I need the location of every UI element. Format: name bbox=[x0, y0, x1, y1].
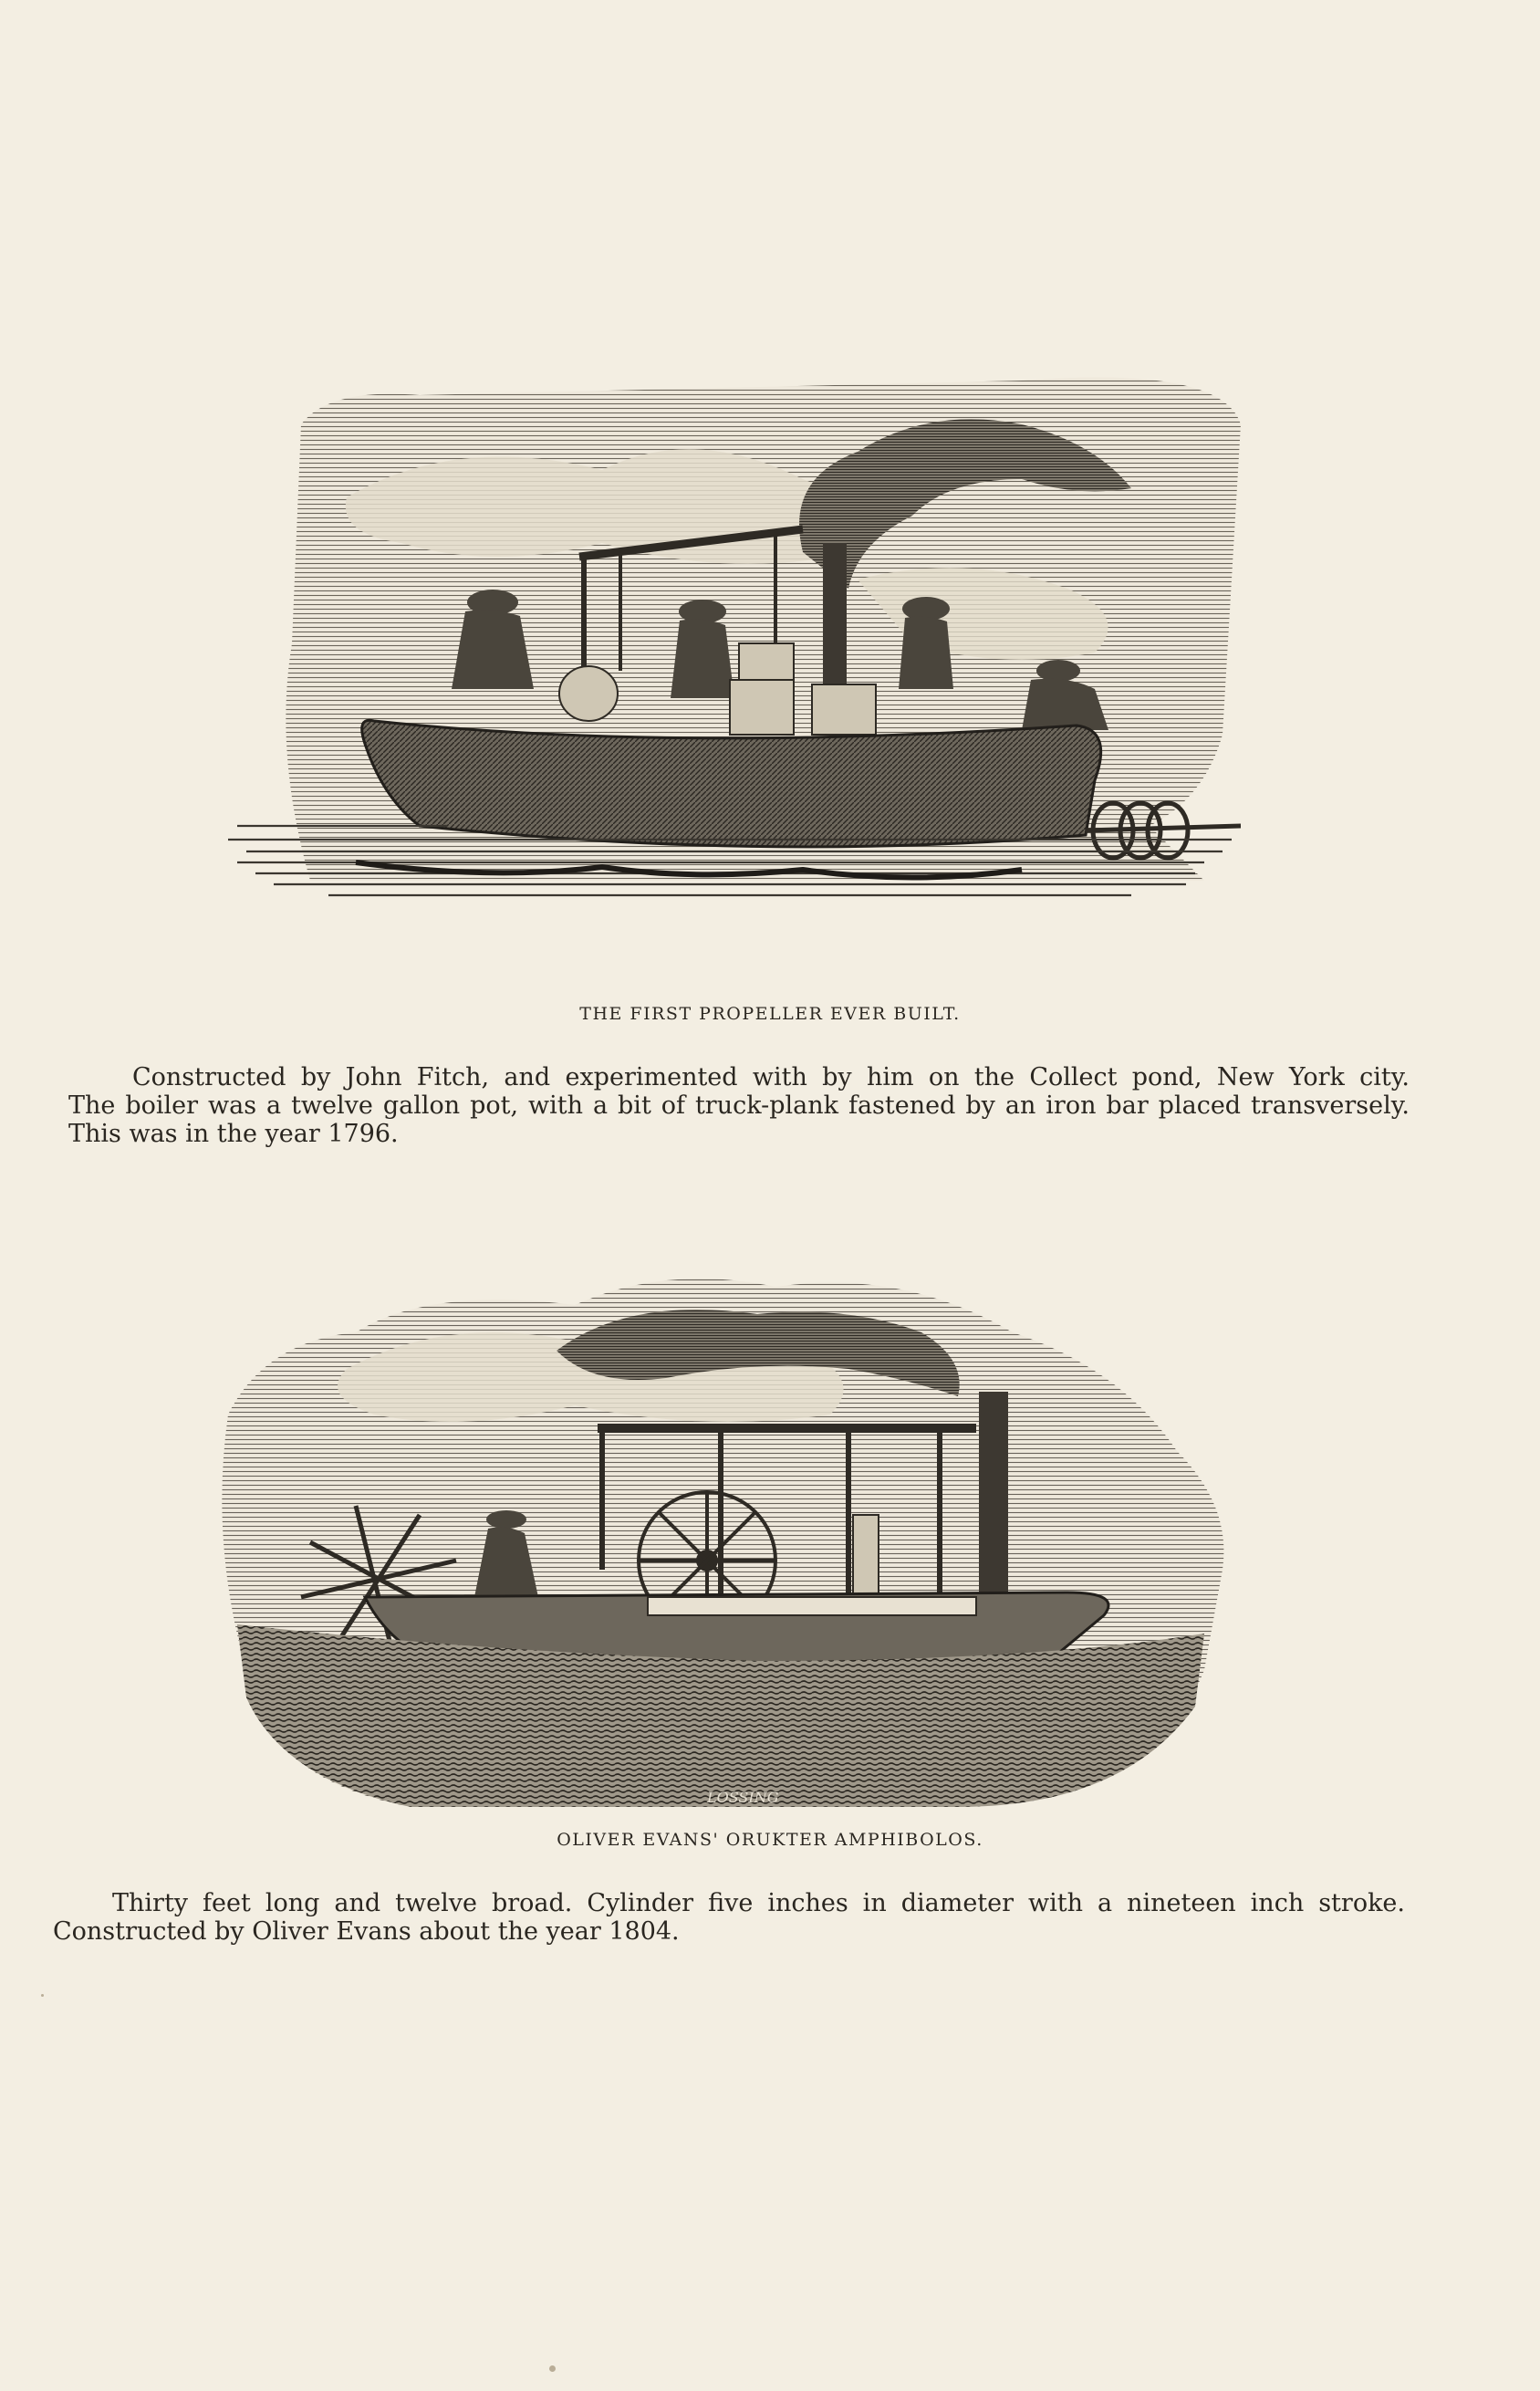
figure-2-description bbox=[53, 1889, 1405, 1946]
figure-1-caption: THE FIRST PROPELLER EVER BUILT. bbox=[579, 1004, 961, 1024]
print-speck bbox=[549, 2365, 556, 2372]
figure-2-line-2: Constructed by Oliver Evans about the year 1804. bbox=[53, 1917, 680, 1946]
figure-1-line-1: Constructed by John Fitch, and experimented with by him on the Collect pond, New York city. bbox=[132, 1063, 1410, 1091]
figure-2-caption: OLIVER EVANS' ORUKTER AMPHIBOLOS. bbox=[557, 1830, 983, 1850]
figure-2-line-1: Thirty feet long and twelve broad. Cylinder five inches in diameter with a nineteen inch stroke. bbox=[112, 1889, 1405, 1917]
engraver-signature: LOSSING bbox=[707, 1789, 779, 1806]
figure-1-line-2: The boiler was a twelve gallon pot, with a bit of truck-plank fastened by an iron bar placed transversely. bbox=[68, 1091, 1410, 1120]
first-propeller-engraving bbox=[219, 370, 1241, 990]
orukter-amphibolos-engraving bbox=[210, 1269, 1241, 1816]
figure-1-description bbox=[68, 1063, 1410, 1148]
figure-1-line-3: This was in the year 1796. bbox=[68, 1120, 399, 1148]
print-speck bbox=[41, 1994, 44, 1997]
